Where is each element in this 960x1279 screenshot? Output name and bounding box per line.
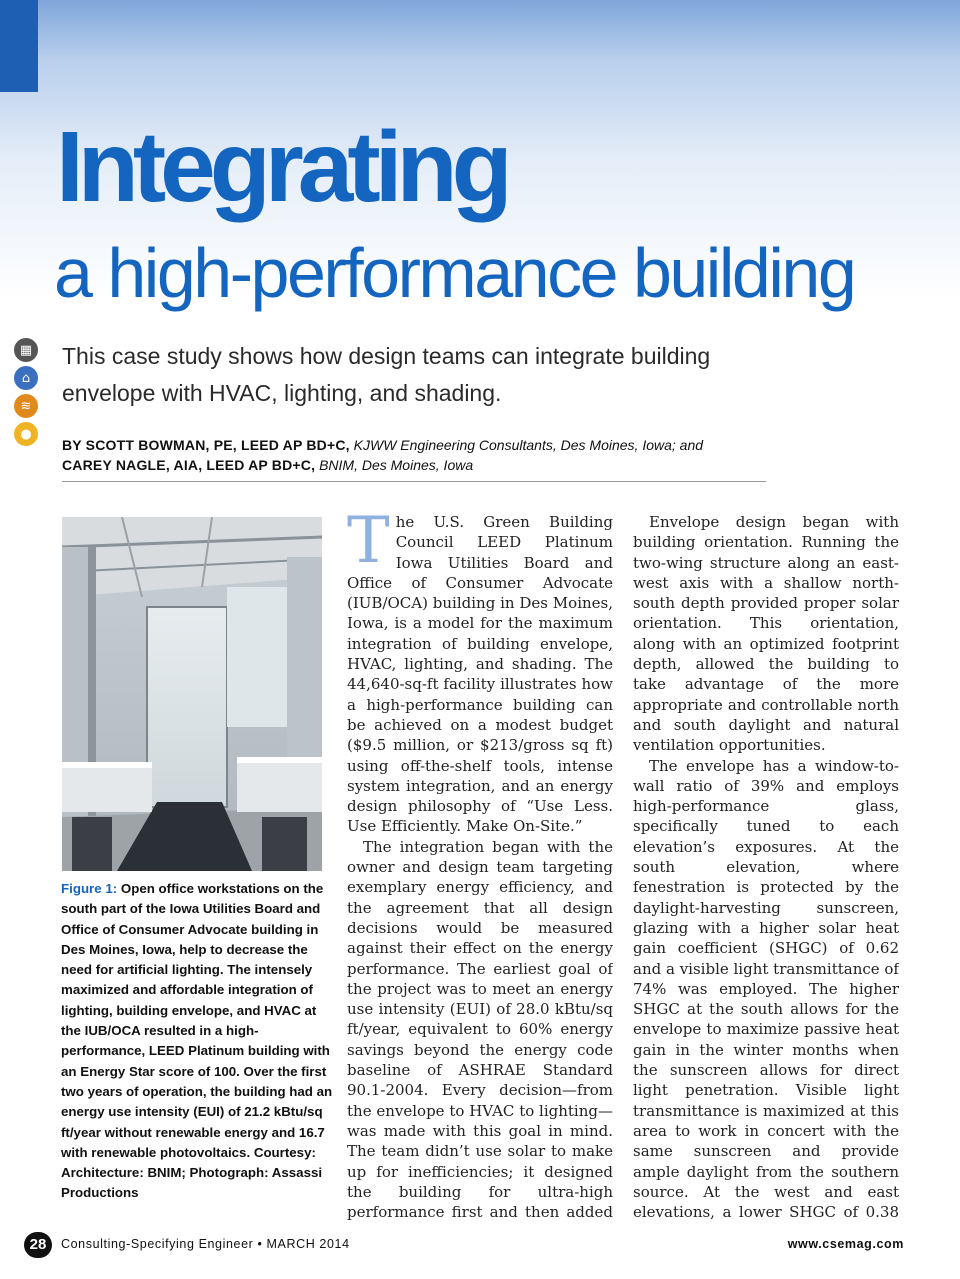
paragraph-4: Envelope design began with building orientation. Running the two-wing structure along an east-west axis with a shallow north-south depth provided proper solar orientation. This orientation, along with an optimized footprint depth, allowed the building to take advantage of the more appropriate and controllable north and south daylight and natural ventilation opportunities. — [633, 513, 899, 755]
page-number: 28 — [24, 1232, 52, 1258]
lightbulb-icon: ● — [14, 422, 38, 446]
drop-cap: T — [347, 512, 390, 578]
publication-line: Consulting-Specifying Engineer • MARCH 2014 — [61, 1237, 350, 1251]
author-1: BY SCOTT BOWMAN, PE, LEED AP BD+C, — [62, 437, 350, 453]
article-title: Integrating — [56, 111, 507, 223]
article-subtitle: a high-performance building — [54, 234, 855, 312]
byline — [62, 435, 766, 482]
calculator-icon: ▦ — [14, 338, 38, 362]
figure-caption-text: Open office workstations on the south part of the Iowa Utilities Board and Office of Consumer Advocate building in Des Moines, Iowa, help to decrease the need for artificial lighting. The intensely maximized and affordable integration of lighting, building envelope, and HVAC at the IUB/OCA resulted in a high-performance, LEED Platinum building with an Energy Star score of 100. Over the first two years of operation, the building had an energy use intensity (EUI) of 21.2 kBtu/sq ft/year without renewable energy and 16.7 with renewable photovoltaics. Courtesy: Architecture: BNIM; Photograph: Assassi Productions — [61, 881, 333, 1201]
author-1-affiliation: KJWW Engineering Consultants, Des Moines, Iowa; and — [353, 437, 704, 453]
paragraph-2: The integration began with the owner and design team targeting exemplary energy efficiency, and the agreement that all design decisions would be measured against their effect on the energy performance. The earliest goal of the project was to meet an energy use intensity (EUI) of 28.0 kBtu/sq ft/year, equivalent to 60% energy savings beyond the energy code baseline of ASHRAE Standard 90.1-2004. Every decision—from the envelope to HVAC to lighting—was made with this goal in mind. The team didn’t use solar to make up for inefficiencies; it designed the building for ultra-high performance first and then added — [347, 837, 613, 1222]
paragraph-1 — [347, 512, 613, 837]
figure-caption — [61, 879, 333, 1204]
topic-icons — [14, 338, 40, 450]
heat-waves-icon: ≋ — [14, 394, 38, 418]
body-column-3 — [633, 512, 899, 1222]
plug-icon: ⌂ — [14, 366, 38, 390]
body-column-2 — [347, 512, 613, 1222]
office-photo — [62, 517, 322, 871]
figure-label: Figure 1: — [61, 881, 118, 896]
article-deck: This case study shows how design teams can integrate building envelope with HVAC, lighting, and shading. — [62, 343, 711, 406]
paragraph-5: The envelope has a window-to-wall ratio of 39% and employs high-performance glass, specifically tuned to each elevation’s exposures. At the south elevation, where fenestration is protected by the daylight-harvesting sunscreen, glazing with a higher solar heat gain coefficient (SHGC) of 0.62 and a visible light transmittance of 74% was employed. The higher SHGC at the south allows for the envelope to maximize passive heat gain in the winter months when the sunscreen allows for direct light penetration. Visible light transmittance is maximized at this area to work in concert with the same sunscreen and provide ample daylight from the southern source. At the west and east elevations, a lower SHGC of 0.38 — [633, 756, 899, 1222]
paragraph-1-text: he U.S. Green Building Council LEED Platinum Iowa Utilities Board and Office of Consumer Advocate (IUB/OCA) building in Des Moines, Iowa, is a model for the maximum integration of building envelope, HVAC, lighting, and shading. The 44,640-sq-ft facility illustrates how a high-performance building can be achieved on a modest budget ($9.5 million, or $213/gross sq ft) using off-the-shelf tools, intense system integration, and an energy design philosophy of “Use Less. Use Efficiently. Make On-Site.” — [347, 513, 613, 836]
author-2: CAREY NAGLE, AIA, LEED AP BD+C, — [62, 457, 316, 473]
website-link[interactable]: www.csemag.com — [787, 1237, 904, 1251]
author-2-affiliation: BNIM, Des Moines, Iowa — [319, 457, 474, 473]
page-footer — [24, 1232, 904, 1258]
accent-bar — [0, 0, 38, 92]
